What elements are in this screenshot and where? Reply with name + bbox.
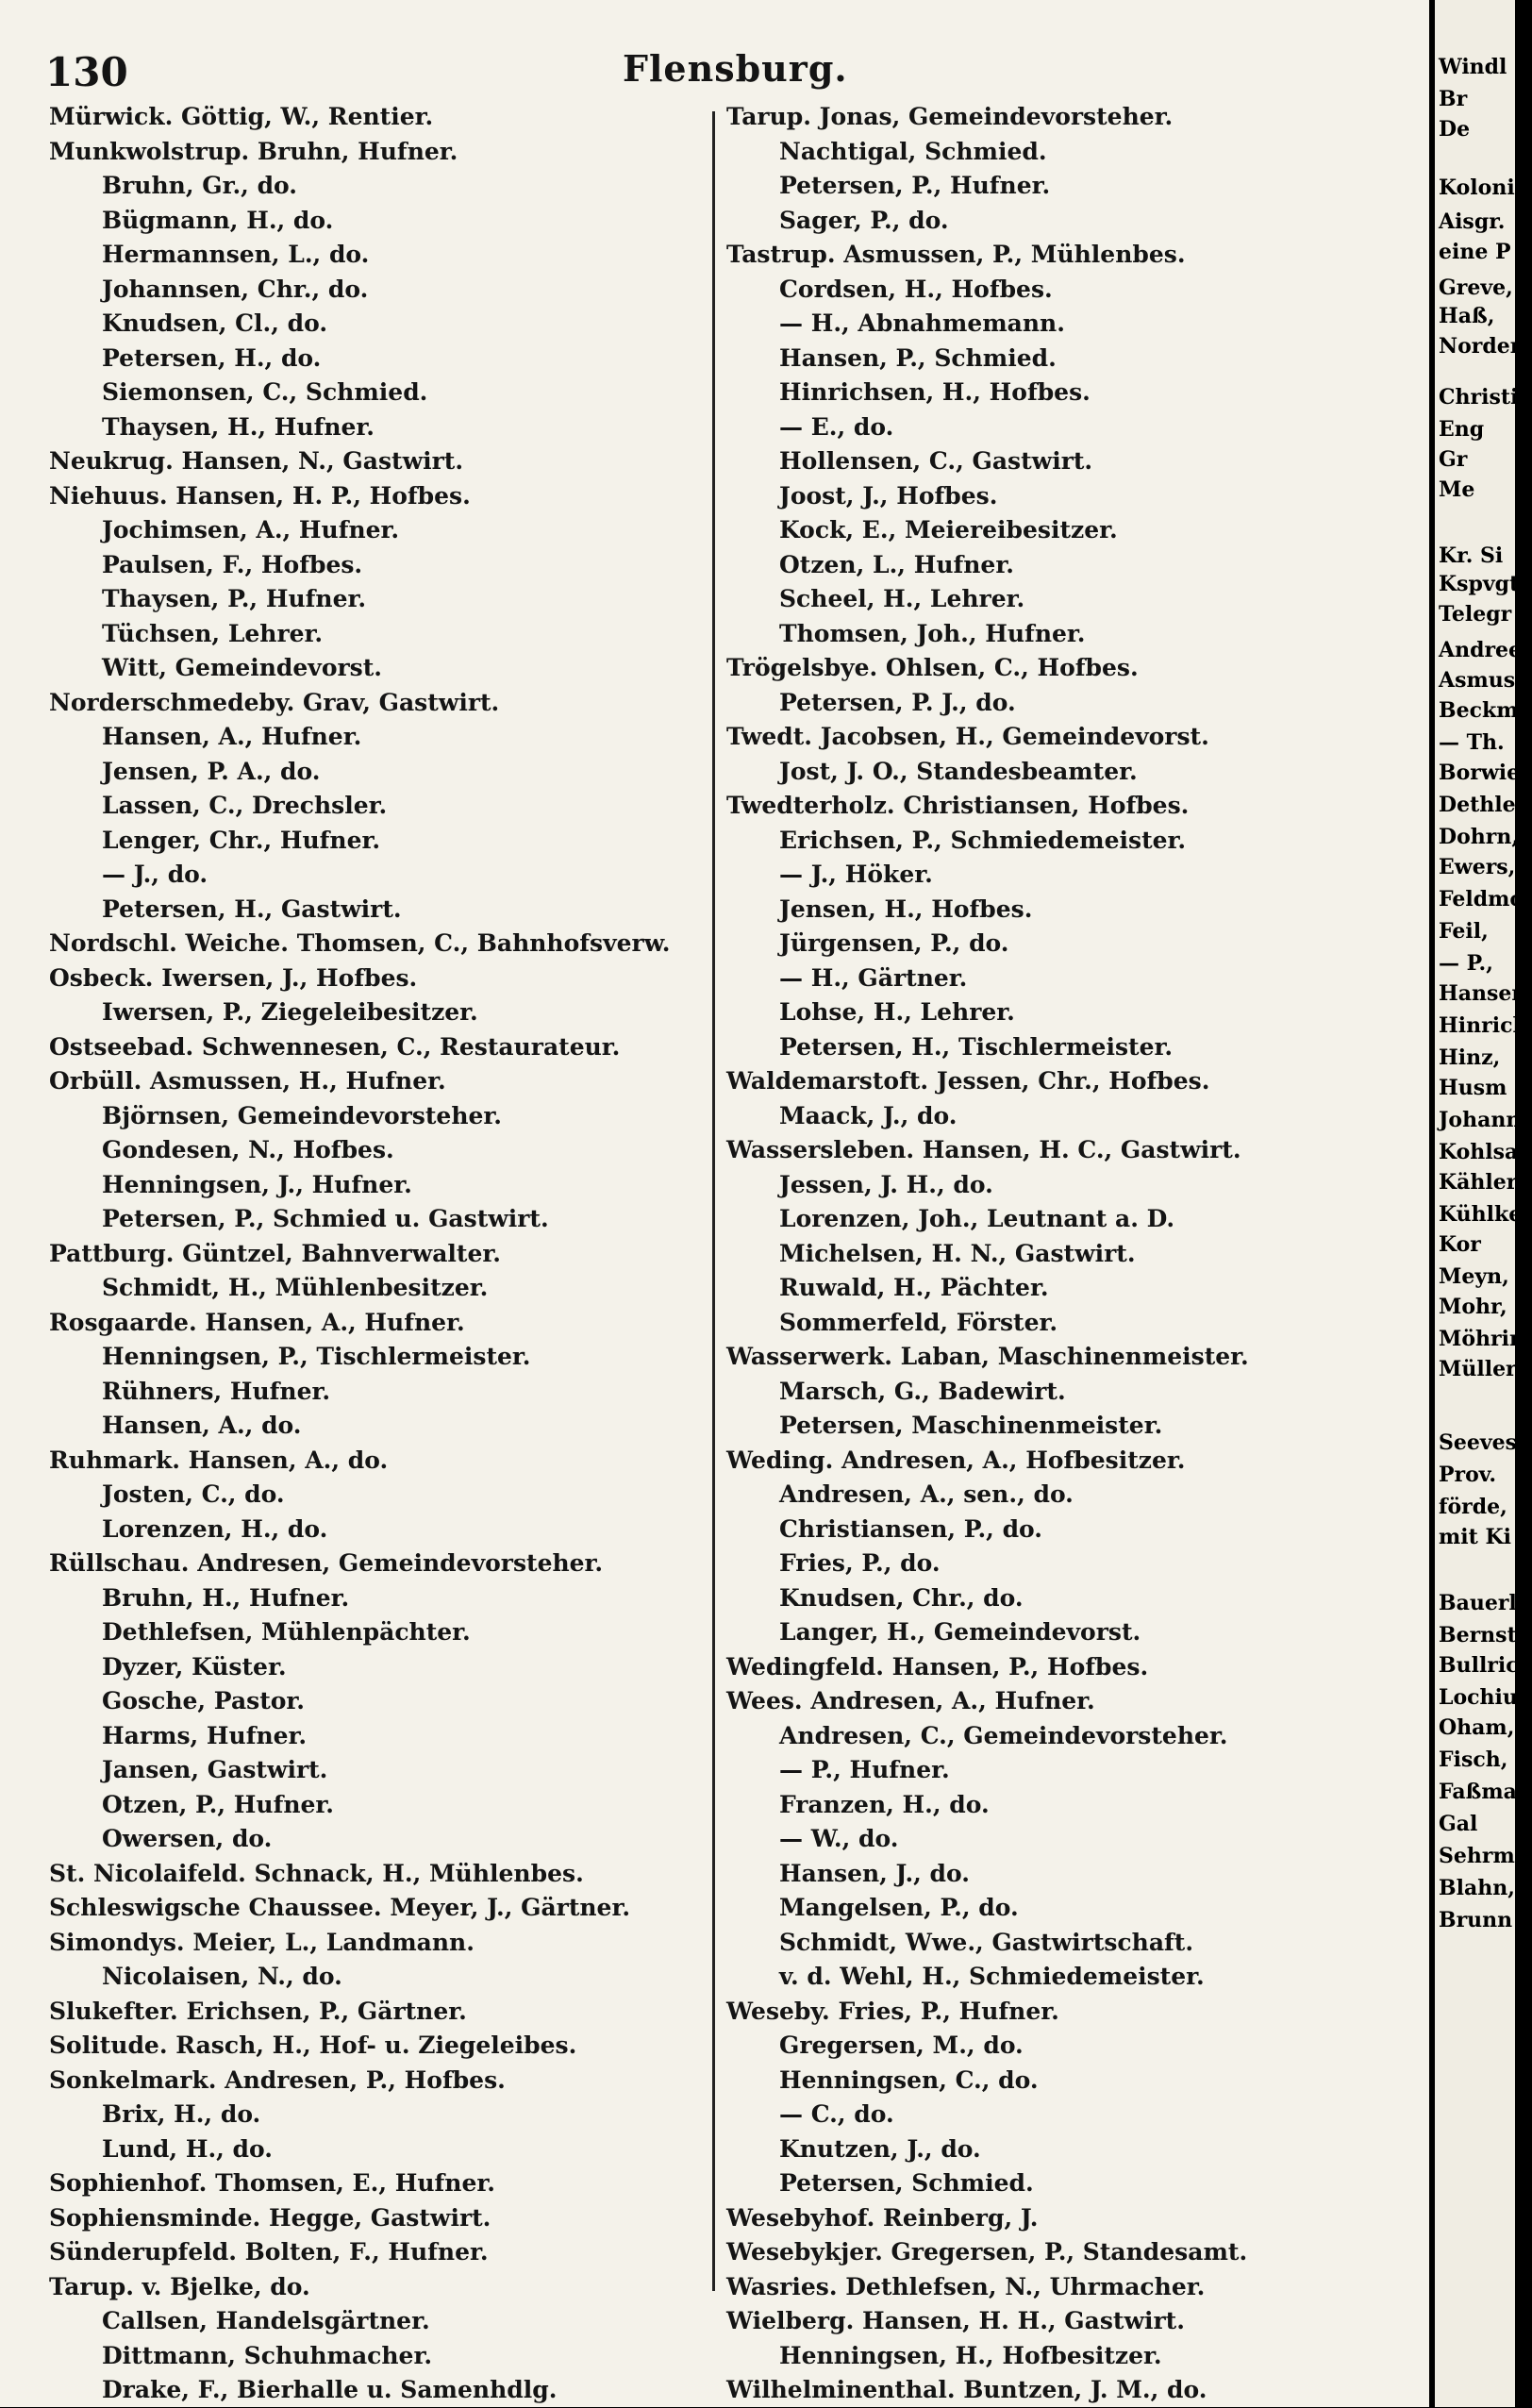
directory-entry: Ruwald, H., Pächter. bbox=[779, 1274, 1049, 1301]
edge-fragment: De bbox=[1439, 117, 1471, 142]
directory-entry: Otzen, L., Hufner. bbox=[779, 550, 1014, 578]
place-entry: Pattburg. Güntzel, Bahnverwalter. bbox=[49, 1239, 501, 1267]
edge-fragment: Husm bbox=[1439, 1076, 1507, 1100]
directory-entry: Dittmann, Schuhmacher. bbox=[102, 2341, 433, 2369]
directory-entry: Paulsen, F., Hofbes. bbox=[102, 550, 363, 578]
edge-fragment: Aisgr. bbox=[1439, 209, 1506, 234]
directory-entry: Tüchsen, Lehrer. bbox=[102, 619, 324, 647]
directory-entry: Callsen, Handelsgärtner. bbox=[102, 2307, 430, 2334]
directory-entry: Bruhn, Gr., do. bbox=[102, 172, 297, 199]
directory-entry: Johannsen, Chr., do. bbox=[102, 275, 369, 303]
edge-fragment: Haß, bbox=[1439, 304, 1495, 328]
directory-entry: Petersen, Schmied. bbox=[779, 2169, 1034, 2197]
directory-entry: Jensen, H., Hofbes. bbox=[779, 895, 1033, 923]
directory-entry: Jensen, P. A., do. bbox=[102, 757, 321, 785]
edge-fragment: Bernst bbox=[1439, 1623, 1517, 1647]
edge-fragment: Hansen bbox=[1439, 981, 1527, 1006]
directory-entry: — J., do. bbox=[102, 861, 208, 888]
directory-entry: — P., Hufner. bbox=[779, 1756, 950, 1783]
directory-entry: Petersen, P., Hufner. bbox=[779, 172, 1051, 199]
directory-entry: Lund, H., do. bbox=[102, 2134, 273, 2163]
place-entry: Slukefter. Erichsen, P., Gärtner. bbox=[49, 1997, 467, 2025]
directory-entry: Nicolaisen, N., do. bbox=[102, 1963, 342, 1990]
directory-entry: Fries, P., do. bbox=[779, 1549, 941, 1577]
directory-entry: Henningsen, C., do. bbox=[779, 2065, 1039, 2094]
left-column bbox=[49, 100, 709, 2408]
edge-fragment: Bauerl bbox=[1439, 1591, 1517, 1615]
directory-entry: — E., do. bbox=[779, 412, 894, 441]
place-entry: Wasries. Dethlefsen, N., Uhrmacher. bbox=[726, 2272, 1206, 2300]
directory-entry: Michelsen, H. N., Gastwirt. bbox=[779, 1239, 1136, 1267]
directory-entry: Sager, P., do. bbox=[779, 206, 949, 234]
directory-entry: Jochimsen, A., Hufner. bbox=[102, 516, 400, 543]
directory-entry: Drake, F., Bierhalle u. Samenhdlg. bbox=[102, 2376, 558, 2403]
directory-entry: Schmidt, Wwe., Gastwirtschaft. bbox=[779, 1928, 1194, 1956]
edge-fragment: Oham, bbox=[1439, 1715, 1515, 1740]
place-entry: Wees. Andresen, A., Hufner. bbox=[726, 1687, 1095, 1714]
place-entry: Wasserwerk. Laban, Maschinenmeister. bbox=[726, 1343, 1249, 1370]
directory-entry: Hinrichsen, H., Hofbes. bbox=[779, 378, 1091, 406]
edge-fragment: — Th. bbox=[1439, 730, 1505, 755]
place-entry: Neukrug. Hansen, N., Gastwirt. bbox=[49, 447, 464, 475]
place-entry: Sünderupfeld. Bolten, F., Hufner. bbox=[49, 2238, 489, 2266]
directory-entry: Petersen, P. J., do. bbox=[779, 688, 1016, 716]
directory-entry: Hollensen, C., Gastwirt. bbox=[779, 447, 1093, 475]
edge-fragment: Dethles bbox=[1439, 793, 1527, 817]
edge-fragment: Ewers, bbox=[1439, 855, 1516, 879]
place-entry: Weseby. Fries, P., Hufner. bbox=[726, 1997, 1059, 2025]
directory-entry: Dyzer, Küster. bbox=[102, 1652, 287, 1681]
edge-fragment: Dohrn, bbox=[1439, 825, 1519, 849]
place-entry: Simondys. Meier, L., Landmann. bbox=[49, 1928, 475, 1956]
edge-fragment: — P., bbox=[1439, 951, 1493, 976]
place-entry: Orbüll. Asmussen, H., Hufner. bbox=[49, 1067, 446, 1095]
edge-fragment: Gr bbox=[1439, 447, 1468, 472]
directory-entry: Josten, C., do. bbox=[102, 1480, 285, 1508]
directory-entry: Schmidt, H., Mühlenbesitzer. bbox=[102, 1274, 489, 1301]
edge-fragment: Hinz, bbox=[1439, 1045, 1501, 1070]
directory-entry: Cordsen, H., Hofbes. bbox=[779, 275, 1053, 303]
place-entry: Munkwolstrup. Bruhn, Hufner. bbox=[49, 137, 458, 165]
edge-fragment: Brunn bbox=[1439, 1908, 1513, 1932]
edge-fragment: Sehrm bbox=[1439, 1844, 1515, 1868]
edge-fragment: Kühlke bbox=[1439, 1202, 1523, 1227]
place-entry: Sophienhof. Thomsen, E., Hufner. bbox=[49, 2169, 495, 2197]
edge-fragment: Gal bbox=[1439, 1812, 1478, 1836]
directory-entry: Witt, Gemeindevorst. bbox=[102, 654, 383, 681]
edge-fragment: Borwie bbox=[1439, 761, 1521, 785]
directory-entry: Andresen, C., Gemeindevorsteher. bbox=[779, 1721, 1228, 1749]
edge-fragment: mit Ki bbox=[1439, 1525, 1511, 1549]
place-entry: Wedingfeld. Hansen, P., Hofbes. bbox=[726, 1652, 1149, 1681]
edge-fragment: Kohlsa bbox=[1439, 1140, 1519, 1164]
directory-entry: Thaysen, P., Hufner. bbox=[102, 585, 367, 612]
edge-fragment: Christi bbox=[1439, 385, 1519, 410]
directory-entry: Kock, E., Meiereibesitzer. bbox=[779, 516, 1118, 543]
directory-entry: Owersen, do. bbox=[102, 1825, 273, 1852]
place-entry: Rosgaarde. Hansen, A., Hufner. bbox=[49, 1308, 465, 1336]
place-entry: Twedterholz. Christiansen, Hofbes. bbox=[726, 792, 1190, 819]
place-entry: Osbeck. Iwersen, J., Hofbes. bbox=[49, 963, 418, 992]
directory-entry: Petersen, P., Schmied u. Gastwirt. bbox=[102, 1205, 549, 1232]
place-entry: Sophiensminde. Hegge, Gastwirt. bbox=[49, 2203, 491, 2232]
directory-entry: Lorenzen, H., do. bbox=[102, 1514, 328, 1543]
directory-entry: Maack, J., do. bbox=[779, 1101, 958, 1129]
place-entry: Wilhelminenthal. Buntzen, J. M., do. bbox=[726, 2376, 1207, 2403]
directory-entry: Gosche, Pastor. bbox=[102, 1687, 306, 1714]
directory-entry: Lenger, Chr., Hufner. bbox=[102, 826, 381, 854]
directory-entry: Bruhn, H., Hufner. bbox=[102, 1583, 350, 1612]
edge-fragment: förde, bbox=[1439, 1495, 1507, 1519]
directory-entry: Knudsen, Chr., do. bbox=[779, 1583, 1024, 1612]
directory-entry: — J., Höker. bbox=[779, 861, 933, 888]
place-entry: Twedt. Jacobsen, H., Gemeindevorst. bbox=[726, 723, 1209, 750]
place-entry: Wielberg. Hansen, H. H., Gastwirt. bbox=[726, 2307, 1185, 2334]
place-entry: Niehuus. Hansen, H. P., Hofbes. bbox=[49, 481, 471, 510]
edge-fragment: Me bbox=[1439, 477, 1475, 502]
next-page-edge bbox=[1429, 0, 1532, 2407]
edge-fragment: Möhrin bbox=[1439, 1327, 1524, 1351]
directory-entry: v. d. Wehl, H., Schmiedemeister. bbox=[779, 1963, 1205, 1990]
directory-entry: Björnsen, Gemeindevorsteher. bbox=[102, 1101, 502, 1129]
place-entry: Wassersleben. Hansen, H. C., Gastwirt. bbox=[726, 1136, 1241, 1163]
edge-fragment: Faßma bbox=[1439, 1780, 1517, 1804]
edge-fragment: eine P bbox=[1439, 240, 1511, 264]
directory-entry: — H., Gärtner. bbox=[779, 963, 968, 992]
place-entry: Norderschmedeby. Grav, Gastwirt. bbox=[49, 688, 500, 716]
directory-entry: Henningsen, J., Hufner. bbox=[102, 1170, 412, 1198]
directory-entry: Joost, J., Hofbes. bbox=[779, 481, 998, 510]
place-entry: Waldemarstoft. Jessen, Chr., Hofbes. bbox=[726, 1067, 1210, 1095]
edge-fragment: Kähler, bbox=[1439, 1170, 1524, 1195]
directory-entry: Hansen, J., do. bbox=[779, 1859, 970, 1887]
place-entry: Tarup. Jonas, Gemeindevorsteher. bbox=[726, 103, 1174, 130]
edge-fragment: Lochius bbox=[1439, 1685, 1530, 1710]
directory-entry: Sommerfeld, Förster. bbox=[779, 1308, 1058, 1336]
directory-entry: Bügmann, H., do. bbox=[102, 206, 334, 234]
directory-entry: Petersen, H., Tischlermeister. bbox=[779, 1032, 1174, 1061]
directory-entry: Jansen, Gastwirt. bbox=[102, 1756, 328, 1783]
place-entry: Trögelsbye. Ohlsen, C., Hofbes. bbox=[726, 654, 1139, 681]
directory-entry: Thomsen, Joh., Hufner. bbox=[779, 619, 1086, 647]
directory-entry: Gregersen, M., do. bbox=[779, 2032, 1024, 2059]
directory-entry: Lassen, C., Drechsler. bbox=[102, 792, 388, 819]
edge-fragment: Kspvgt. bbox=[1439, 572, 1526, 596]
place-entry: Weding. Andresen, A., Hofbesitzer. bbox=[726, 1446, 1186, 1474]
edge-fragment: Fisch, bbox=[1439, 1747, 1508, 1772]
directory-entry: Otzen, P., Hufner. bbox=[102, 1790, 334, 1818]
place-entry: Ostseebad. Schwennesen, C., Restaurateur. bbox=[49, 1032, 621, 1061]
directory-entry: Rühners, Hufner. bbox=[102, 1377, 331, 1405]
place-entry: Mürwick. Göttig, W., Rentier. bbox=[49, 103, 434, 130]
directory-entry: Christiansen, P., do. bbox=[779, 1514, 1042, 1543]
directory-entry: Lorenzen, Joh., Leutnant a. D. bbox=[779, 1205, 1175, 1232]
directory-entry: Jürgensen, P., do. bbox=[779, 929, 1009, 957]
edge-fragment: Meyn, bbox=[1439, 1264, 1509, 1289]
place-entry: Wesebykjer. Gregersen, P., Standesamt. bbox=[726, 2238, 1248, 2266]
directory-entry: Petersen, Maschinenmeister. bbox=[779, 1412, 1163, 1439]
directory-entry: Henningsen, H., Hofbesitzer. bbox=[779, 2341, 1162, 2369]
directory-entry: Knutzen, J., do. bbox=[779, 2134, 981, 2163]
edge-fragment: Johann bbox=[1439, 1108, 1522, 1132]
directory-entry: Franzen, H., do. bbox=[779, 1790, 990, 1818]
directory-entry: Andresen, A., sen., do. bbox=[779, 1480, 1074, 1508]
edge-fragment: Mohr, bbox=[1439, 1295, 1507, 1319]
place-entry: Wesebyhof. Reinberg, J. bbox=[726, 2203, 1039, 2232]
place-entry: Schleswigsche Chaussee. Meyer, J., Gärtner. bbox=[49, 1894, 631, 1921]
edge-fragment: Prov. bbox=[1439, 1463, 1497, 1487]
directory-entry: Hansen, A., do. bbox=[102, 1412, 302, 1439]
directory-entry: Dethlefsen, Mühlenpächter. bbox=[102, 1618, 471, 1646]
edge-fragment: Kor bbox=[1439, 1232, 1481, 1257]
directory-entry: Brix, H., do. bbox=[102, 2100, 261, 2128]
edge-fragment: Greve, bbox=[1439, 276, 1513, 300]
directory-entry: Iwersen, P., Ziegeleibesitzer. bbox=[102, 998, 478, 1026]
directory-entry: Langer, H., Gemeindevorst. bbox=[779, 1618, 1141, 1646]
directory-entry: Petersen, H., do. bbox=[102, 343, 322, 372]
directory-entry: Henningsen, P., Tischlermeister. bbox=[102, 1343, 531, 1370]
directory-entry: Harms, Hufner. bbox=[102, 1721, 308, 1749]
directory-entry: Lohse, H., Lehrer. bbox=[779, 998, 1015, 1026]
place-entry: Rüllschau. Andresen, Gemeindevorsteher. bbox=[49, 1549, 604, 1577]
edge-fragment: Br bbox=[1439, 87, 1468, 111]
directory-entry: Marsch, G., Badewirt. bbox=[779, 1377, 1066, 1405]
edge-fragment: Koloni bbox=[1439, 176, 1515, 200]
directory-entry: Petersen, H., Gastwirt. bbox=[102, 895, 402, 923]
edge-fragment: Bullric bbox=[1439, 1653, 1519, 1678]
directory-entry: Jessen, J. H., do. bbox=[779, 1170, 993, 1198]
right-column bbox=[726, 100, 1424, 2408]
column-rule bbox=[712, 111, 715, 2291]
place-entry: Tarup. v. Bjelke, do. bbox=[49, 2272, 310, 2300]
edge-fragment: Seevest bbox=[1439, 1430, 1527, 1455]
directory-entry: Thaysen, H., Hufner. bbox=[102, 412, 375, 441]
directory-entry: Knudsen, Cl., do. bbox=[102, 309, 328, 337]
directory-entry: Hermannsen, L., do. bbox=[102, 241, 370, 268]
edge-fragment: Norden bbox=[1439, 334, 1525, 359]
place-entry: Ruhmark. Hansen, A., do. bbox=[49, 1446, 389, 1474]
edge-fragment: Eng bbox=[1439, 417, 1485, 442]
edge-fragment: Andree bbox=[1439, 638, 1523, 662]
directory-entry: Nachtigal, Schmied. bbox=[779, 137, 1047, 165]
directory-entry: Scheel, H., Lehrer. bbox=[779, 585, 1025, 612]
directory-entry: Erichsen, P., Schmiedemeister. bbox=[779, 826, 1187, 854]
edge-fragment: Hinrich bbox=[1439, 1013, 1528, 1038]
edge-fragment: Beckma bbox=[1439, 698, 1532, 723]
place-entry: Tastrup. Asmussen, P., Mühlenbes. bbox=[726, 241, 1186, 268]
edge-fragment: Telegr bbox=[1439, 602, 1512, 627]
directory-entry: Gondesen, N., Hofbes. bbox=[102, 1136, 394, 1163]
directory-entry: Hansen, P., Schmied. bbox=[779, 343, 1057, 372]
running-head: Flensburg. bbox=[623, 47, 848, 90]
edge-fragment: Feil, bbox=[1439, 919, 1489, 944]
edge-fragment: Müller bbox=[1439, 1357, 1517, 1381]
directory-entry: — C., do. bbox=[779, 2100, 894, 2128]
edge-fragment: Windl bbox=[1439, 55, 1507, 79]
directory-entry: Siemonsen, C., Schmied. bbox=[102, 378, 428, 406]
place-entry: Sonkelmark. Andresen, P., Hofbes. bbox=[49, 2065, 506, 2094]
place-entry: Solitude. Rasch, H., Hof- u. Ziegeleibes. bbox=[49, 2032, 577, 2059]
edge-fragment: Blahn, bbox=[1439, 1876, 1515, 1900]
directory-entry: Hansen, A., Hufner. bbox=[102, 723, 362, 750]
directory-entry: Jost, J. O., Standesbeamter. bbox=[779, 757, 1138, 785]
edge-fragment: Feldmo bbox=[1439, 887, 1524, 911]
edge-fragment: Kr. Si bbox=[1439, 543, 1504, 568]
place-entry: Nordschl. Weiche. Thomsen, C., Bahnhofsverw. bbox=[49, 929, 671, 957]
directory-entry: — H., Abnahmemann. bbox=[779, 309, 1065, 337]
place-entry: St. Nicolaifeld. Schnack, H., Mühlenbes. bbox=[49, 1859, 584, 1887]
directory-entry: — W., do. bbox=[779, 1825, 899, 1852]
page-number: 130 bbox=[45, 49, 128, 95]
directory-entry: Mangelsen, P., do. bbox=[779, 1894, 1019, 1921]
edge-fragment: Asmus bbox=[1439, 668, 1516, 693]
